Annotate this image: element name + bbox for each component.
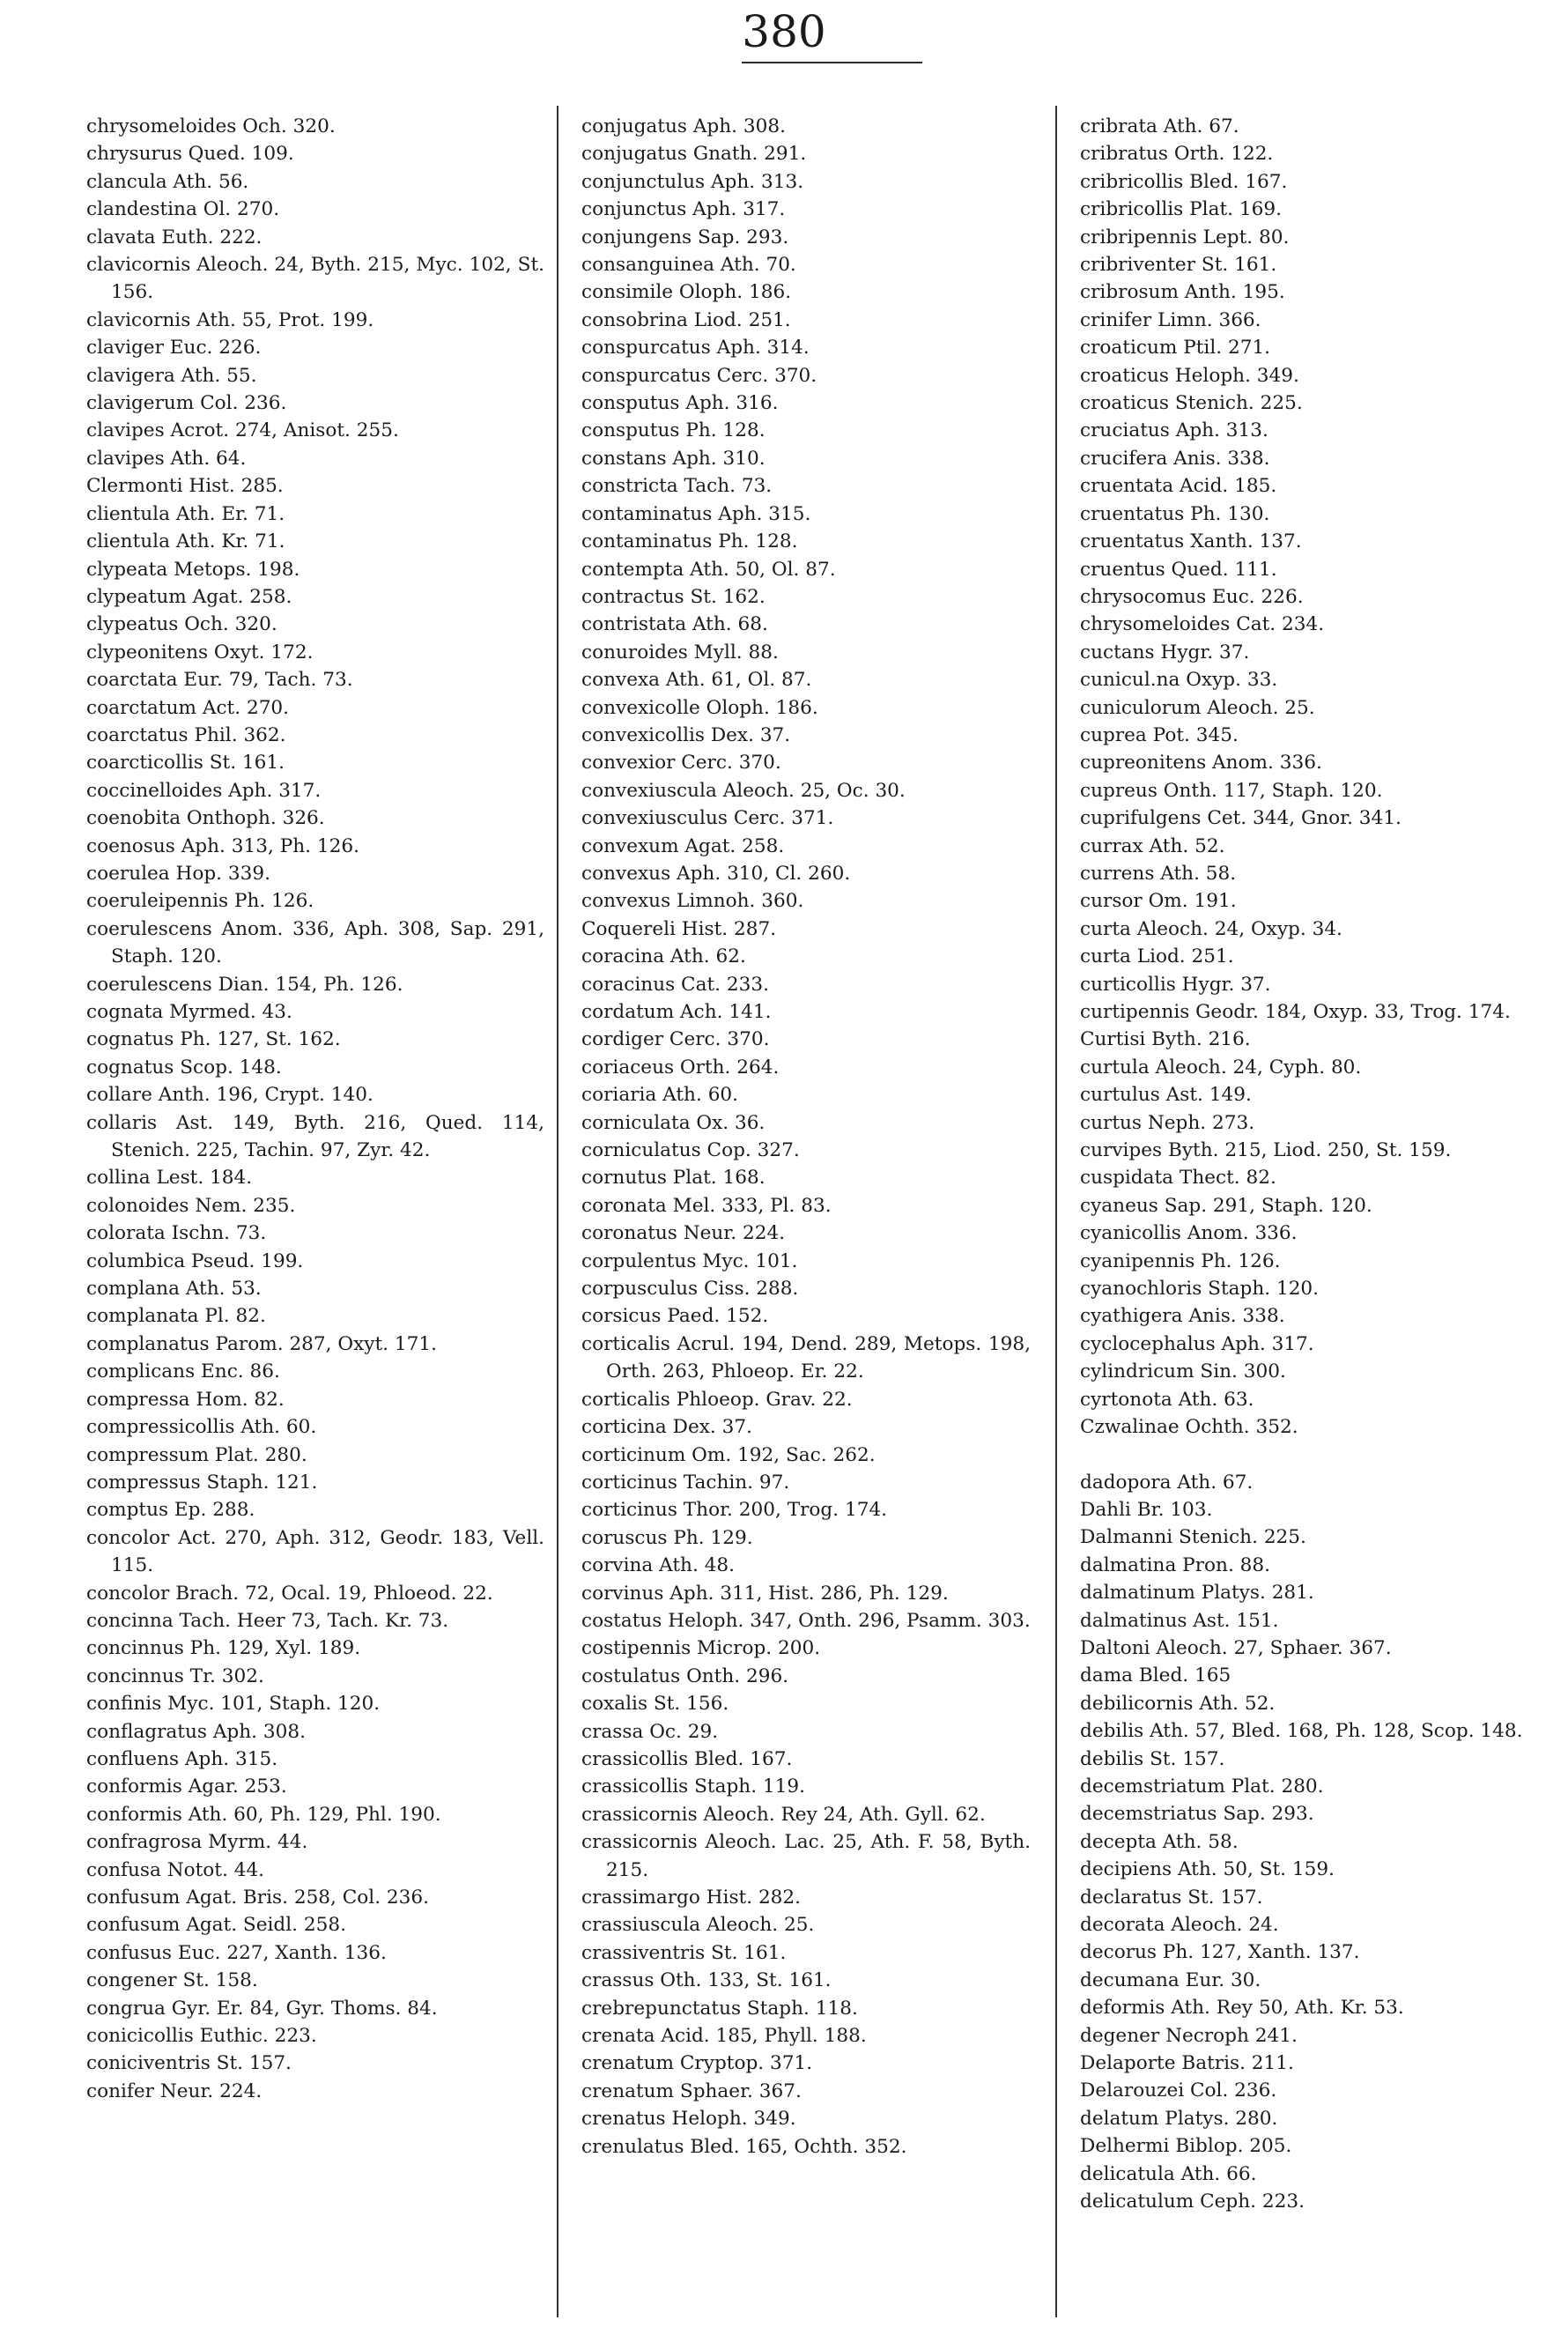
index-entry: compressa Hom. 82.	[86, 1388, 285, 1411]
index-entry: crassicollis Staph. 119.	[581, 1775, 806, 1798]
header-rule	[742, 62, 922, 63]
index-entry: contractus St. 162.	[581, 585, 766, 608]
index-entry: crebrepunctatus Staph. 118.	[581, 1997, 858, 2020]
index-entry: decemstriatus Sap. 293.	[1080, 1803, 1314, 1826]
index-entry: confusum Agat. Bris. 258, Col. 236.	[86, 1887, 430, 1909]
index-entry: clandestina Ol. 270.	[86, 198, 280, 221]
index-entry: coronata Mel. 333, Pl. 83.	[581, 1194, 832, 1217]
index-entry: contaminatus Aph. 315.	[581, 502, 811, 525]
index-column-3	[1080, 113, 1529, 2215]
index-entry: croaticum Ptil. 271.	[1080, 337, 1271, 360]
index-entry: crassa Oc. 29.	[581, 1720, 719, 1743]
index-entry: cuprifulgens Cet. 344, Gnor. 341.	[1080, 807, 1402, 830]
index-entry: conjunctus Aph. 317.	[581, 198, 786, 221]
index-entry: convexicollis Dex. 37.	[581, 723, 791, 746]
index-entry: claviger Euc. 226.	[86, 337, 262, 360]
index-entry: costulatus Onth. 296.	[581, 1664, 789, 1687]
index-entry: clypeonitens Oxyt. 172.	[86, 641, 314, 663]
index-entry: columbica Pseud. 199.	[86, 1249, 304, 1272]
index-entry: decipiens Ath. 50, St. 159.	[1080, 1858, 1335, 1881]
index-entry: cunicul.na Oxyp. 33.	[1080, 669, 1278, 692]
index-entry: corvina Ath. 48.	[581, 1554, 736, 1577]
index-entry: debilicornis Ath. 52.	[1080, 1692, 1276, 1715]
index-entry: dama Bled. 165	[1080, 1664, 1231, 1687]
index-entry: curticollis Hygr. 37.	[1080, 973, 1271, 996]
index-entry: conformis Ath. 60, Ph. 129, Phl. 190.	[86, 1803, 441, 1826]
index-entry: conjungens Sap. 293.	[581, 226, 789, 248]
index-entry: croaticus Stenich. 225.	[1080, 392, 1303, 415]
index-entry: consimile Oloph. 186.	[581, 281, 792, 304]
index-entry: confluens Aph. 315.	[86, 1747, 278, 1770]
index-entry: concolor Act. 270, Aph. 312, Geodr. 183, Vell. 115.	[86, 1526, 544, 1577]
index-entry: crinifer Limn. 366.	[1080, 308, 1261, 331]
index-entry: cyrtonota Ath. 63.	[1080, 1388, 1254, 1411]
index-entry: crassicornis Aleoch. Rey 24, Ath. Gyll. 62.	[581, 1803, 986, 1826]
index-entry: clavata Euth. 222.	[86, 226, 263, 248]
index-entry: collaris Ast. 149, Byth. 216, Qued. 114, Stenich. 225, Tachin. 97, Zyr. 42.	[86, 1111, 544, 1162]
index-entry: corpulentus Myc. 101.	[581, 1249, 798, 1272]
index-entry: Delarouzei Col. 236.	[1080, 2079, 1277, 2102]
index-entry: clypeatum Agat. 258.	[86, 585, 292, 608]
index-entry: crenata Acid. 185, Phyll. 188.	[581, 2025, 867, 2048]
index-entry: constricta Tach. 73.	[581, 475, 773, 498]
index-entry: crenatus Heloph. 349.	[581, 2108, 796, 2131]
index-entry: congener St. 158.	[86, 1969, 258, 1992]
index-entry: concinna Tach. Heer 73, Tach. Kr. 73.	[86, 1609, 449, 1632]
index-entry: conformis Agar. 253.	[86, 1775, 287, 1798]
index-entry: curtula Aleoch. 24, Cyph. 80.	[1080, 1056, 1362, 1079]
index-entry: decepta Ath. 58.	[1080, 1830, 1239, 1853]
index-entry: delatum Platys. 280.	[1080, 2107, 1278, 2130]
index-entry: coracina Ath. 62.	[581, 945, 746, 968]
index-entry: coarcticollis St. 161.	[86, 752, 285, 775]
index-entry: corticinus Tachin. 97.	[581, 1471, 790, 1494]
index-entry: coarctatus Phil. 362.	[86, 723, 286, 746]
index-entry: coarctata Eur. 79, Tach. 73.	[86, 669, 353, 692]
index-entry: convexicolle Oloph. 186.	[581, 696, 818, 719]
index-entry: cyanicollis Anom. 336.	[1080, 1222, 1298, 1245]
index-entry: cuspidata Thect. 82.	[1080, 1167, 1276, 1190]
index-entry: coeruleipennis Ph. 126.	[86, 890, 314, 913]
index-entry: chrysocomus Euc. 226.	[1080, 585, 1304, 608]
index-entry: convexa Ath. 61, Ol. 87.	[581, 669, 812, 692]
index-entry: coniciventris St. 157.	[86, 2052, 292, 2075]
index-entry: Curtisi Byth. 216.	[1080, 1028, 1251, 1051]
index-entry: delicatulum Ceph. 223.	[1080, 2191, 1305, 2213]
index-entry: corticinus Thor. 200, Trog. 174.	[581, 1499, 888, 1522]
index-entry: cyclocephalus Aph. 317.	[1080, 1332, 1314, 1355]
index-entry: cognatus Ph. 127, St. 162.	[86, 1028, 341, 1051]
index-entry: cribrata Ath. 67.	[1080, 115, 1239, 137]
index-entry: coxalis St. 156.	[581, 1693, 729, 1716]
index-entry: cordatum Ach. 141.	[581, 1001, 772, 1023]
index-entry: conspurcatus Cerc. 370.	[581, 364, 817, 387]
index-entry: contempta Ath. 50, Ol. 87.	[581, 558, 836, 581]
index-entry: cribripennis Lept. 80.	[1080, 226, 1290, 248]
index-entry: colorata Ischn. 73.	[86, 1222, 267, 1245]
index-entry: dalmatinus Ast. 151.	[1080, 1609, 1279, 1632]
index-entry: consputus Ph. 128.	[581, 419, 766, 442]
index-entry: clavigera Ath. 55.	[86, 364, 257, 387]
index-entry: clavipes Acrot. 274, Anisot. 255.	[86, 419, 399, 442]
index-entry: costatus Heloph. 347, Onth. 296, Psamm. 303.	[581, 1609, 1031, 1632]
index-entry: cornutus Plat. 168.	[581, 1167, 766, 1190]
index-entry: coriaceus Orth. 264.	[581, 1056, 780, 1079]
index-entry: dadopora Ath. 67.	[1080, 1471, 1254, 1494]
index-entry: convexiusculus Cerc. 371.	[581, 807, 834, 830]
index-entry: coracinus Cat. 233.	[581, 973, 769, 996]
index-entry: cordiger Cerc. 370.	[581, 1028, 770, 1051]
index-entry: clavigerum Col. 236.	[86, 392, 287, 415]
index-entry: crassimargo Hist. 282.	[581, 1887, 802, 1909]
index-entry: deformis Ath. Rey 50, Ath. Kr. 53.	[1080, 1997, 1404, 2020]
index-entry: currens Ath. 58.	[1080, 862, 1237, 885]
index-entry: convexior Cerc. 370.	[581, 752, 781, 775]
index-entry: conjugatus Aph. 308.	[581, 115, 786, 137]
index-entry: crassiuscula Aleoch. 25.	[581, 1914, 815, 1937]
index-entry: compressum Plat. 280.	[86, 1443, 307, 1466]
index-entry: clientula Ath. Er. 71.	[86, 502, 285, 525]
index-entry: Coquereli Hist. 287.	[581, 917, 777, 940]
index-entry: clavicornis Ath. 55, Prot. 199.	[86, 308, 374, 331]
index-entry: curtus Neph. 273.	[1080, 1111, 1255, 1134]
index-entry: compressus Staph. 121.	[86, 1471, 318, 1494]
index-entry: cylindricum Sin. 300.	[1080, 1360, 1286, 1383]
index-entry: crenatum Cryptop. 371.	[581, 2052, 813, 2075]
index-entry: coriaria Ath. 60.	[581, 1084, 739, 1107]
index-entry: chrysomeloides Cat. 234.	[1080, 613, 1325, 636]
index-entry: Czwalinae Ochth. 352.	[1080, 1416, 1298, 1439]
index-entry: chrysomeloides Och. 320.	[86, 115, 336, 137]
index-entry: confusus Euc. 227, Xanth. 136.	[86, 1941, 387, 1964]
index-entry: cruentatus Ph. 130.	[1080, 502, 1270, 525]
index-entry: complanata Pl. 82.	[86, 1305, 266, 1328]
index-entry: corticalis Acrul. 194, Dend. 289, Metops. 198, Orth. 263, Phloeop. Er. 22.	[581, 1332, 1031, 1383]
index-entry: delicatula Ath. 66.	[1080, 2162, 1257, 2185]
index-entry: consputus Aph. 316.	[581, 392, 779, 415]
index-entry: coruscus Ph. 129.	[581, 1526, 753, 1549]
index-entry: confusum Agat. Seidl. 258.	[86, 1914, 346, 1937]
index-entry: conjugatus Gnath. 291.	[581, 143, 807, 166]
index-entry: croaticus Heloph. 349.	[1080, 364, 1299, 387]
index-entry: curtipennis Geodr. 184, Oxyp. 33, Trog. 174.	[1080, 1001, 1511, 1023]
index-entry: corticinum Om. 192, Sac. 262.	[581, 1443, 876, 1466]
index-entry: Delaporte Batris. 211.	[1080, 2052, 1294, 2075]
index-entry: debilis St. 157.	[1080, 1747, 1225, 1770]
index-entry: collina Lest. 184.	[86, 1167, 253, 1190]
index-entry: concolor Brach. 72, Ocal. 19, Phloeod. 22.	[86, 1582, 493, 1605]
index-entry: dalmatina Pron. 88.	[1080, 1553, 1271, 1576]
index-entry: conicicollis Euthic. 223.	[86, 2025, 317, 2048]
index-entry: curta Liod. 251.	[1080, 945, 1234, 968]
index-entry: corniculatus Cop. 327.	[581, 1139, 800, 1162]
column-divider	[1055, 106, 1057, 2317]
index-entry: convexus Limnoh. 360.	[581, 890, 804, 913]
index-entry: costipennis Microp. 200.	[581, 1637, 821, 1660]
index-entry: corniculata Ox. 36.	[581, 1111, 766, 1134]
index-entry: concinnus Tr. 302.	[86, 1664, 264, 1687]
index-entry: coerulescens Dian. 154, Ph. 126.	[86, 973, 403, 996]
index-entry: clancula Ath. 56.	[86, 170, 249, 193]
index-entry: coerulescens Anom. 336, Aph. 308, Sap. 291, Staph. 120.	[86, 917, 544, 968]
index-entry: crenatum Sphaer. 367.	[581, 2079, 802, 2102]
index-entry: corticina Dex. 37.	[581, 1416, 752, 1439]
index-entry: crassicornis Aleoch. Lac. 25, Ath. F. 58, Byth. 215.	[581, 1831, 1031, 1881]
index-entry: curtulus Ast. 149.	[1080, 1084, 1252, 1107]
index-entry: coccinelloides Aph. 317.	[86, 779, 322, 802]
index-entry: clypeatus Och. 320.	[86, 613, 277, 636]
index-entry: conflagratus Aph. 308.	[86, 1720, 306, 1743]
index-entry: consobrina Liod. 251.	[581, 308, 791, 331]
index-entry: cribratus Orth. 122.	[1080, 143, 1274, 166]
index-entry: cyanipennis Ph. 126.	[1080, 1249, 1281, 1272]
index-entry: cuniculorum Aleoch. 25.	[1080, 696, 1315, 719]
index-entry: contristata Ath. 68.	[581, 613, 768, 636]
index-entry: clypeata Metops. 198.	[86, 558, 300, 581]
index-column-2	[581, 113, 1031, 2161]
index-entry: cruentata Acid. 185.	[1080, 475, 1277, 498]
index-entry: cyaneus Sap. 291, Staph. 120.	[1080, 1194, 1372, 1217]
index-entry: crenulatus Bled. 165, Ochth. 352.	[581, 2135, 907, 2158]
index-entry: collare Anth. 196, Crypt. 140.	[86, 1084, 374, 1107]
index-entry: complanatus Parom. 287, Oxyt. 171.	[86, 1332, 437, 1355]
index-entry: currax Ath. 52.	[1080, 834, 1225, 857]
index-entry: corsicus Paed. 152.	[581, 1305, 769, 1328]
index-entry: curta Aleoch. 24, Oxyp. 34.	[1080, 917, 1342, 940]
index-entry: decorata Aleoch. 24.	[1080, 1914, 1279, 1936]
index-entry: congrua Gyr. Er. 84, Gyr. Thoms. 84.	[86, 1997, 438, 2020]
index-entry: curvipes Byth. 215, Liod. 250, St. 159.	[1080, 1139, 1452, 1162]
index-entry: cruentus Qued. 111.	[1080, 558, 1277, 581]
index-entry: colonoides Nem. 235.	[86, 1194, 296, 1217]
index-entry: coerulea Hop. 339.	[86, 862, 270, 885]
index-entry: cognatus Scop. 148.	[86, 1056, 282, 1079]
index-entry: chrysurus Qued. 109.	[86, 143, 294, 166]
index-entry: confinis Myc. 101, Staph. 120.	[86, 1693, 381, 1716]
index-entry: clientula Ath. Kr. 71.	[86, 530, 285, 553]
section-gap	[1080, 1442, 1529, 1469]
index-entry: Dalmanni Stenich. 225.	[1080, 1526, 1306, 1549]
index-entry: Clermonti Hist. 285.	[86, 475, 284, 498]
index-entry: conjunctulus Aph. 313.	[581, 170, 804, 193]
page-number: 380	[742, 6, 826, 57]
index-entry: comptus Ep. 288.	[86, 1499, 255, 1522]
index-entry: convexus Aph. 310, Cl. 260.	[581, 862, 851, 885]
index-entry: complana Ath. 53.	[86, 1278, 262, 1301]
index-entry: confusa Notot. 44.	[86, 1858, 265, 1881]
index-entry: coenosus Aph. 313, Ph. 126.	[86, 834, 359, 857]
index-entry: compressicollis Ath. 60.	[86, 1416, 317, 1439]
index-entry: concinnus Ph. 129, Xyl. 189.	[86, 1637, 361, 1660]
index-entry: corvinus Aph. 311, Hist. 286, Ph. 129.	[581, 1582, 949, 1605]
index-entry: coenobita Onthoph. 326.	[86, 807, 325, 830]
index-entry: cribriventer St. 161.	[1080, 254, 1277, 277]
index-entry: cursor Om. 191.	[1080, 890, 1237, 913]
index-entry: Delhermi Biblop. 205.	[1080, 2135, 1292, 2158]
index-entry: cribrosum Anth. 195.	[1080, 281, 1285, 304]
index-entry: convexiuscula Aleoch. 25, Oc. 30.	[581, 779, 906, 802]
index-entry: conifer Neur. 224.	[86, 2079, 263, 2102]
index-entry: degener Necroph 241.	[1080, 2024, 1298, 2047]
index-entry: cupreonitens Anom. 336.	[1080, 752, 1322, 775]
index-entry: cribricollis Plat. 169.	[1080, 198, 1282, 221]
index-entry: cuprea Pot. 345.	[1080, 723, 1239, 746]
index-entry: Dahli Br. 103.	[1080, 1498, 1213, 1521]
index-entry: conuroides Myll. 88.	[581, 641, 779, 663]
index-entry: consanguinea Ath. 70.	[581, 254, 796, 277]
column-divider	[557, 106, 558, 2317]
index-entry: coronatus Neur. 224.	[581, 1222, 786, 1245]
index-entry: complicans Enc. 86.	[86, 1360, 280, 1383]
index-entry: clavicornis Aleoch. 24, Byth. 215, Myc. 102, St. 156.	[86, 254, 544, 304]
index-entry: cribricollis Bled. 167.	[1080, 170, 1288, 193]
index-entry: contaminatus Ph. 128.	[581, 530, 798, 553]
index-entry: decemstriatum Plat. 280.	[1080, 1775, 1324, 1798]
index-entry: cupreus Onth. 117, Staph. 120.	[1080, 779, 1383, 802]
index-entry: crassicollis Bled. 167.	[581, 1747, 793, 1770]
index-entry: Daltoni Aleoch. 27, Sphaer. 367.	[1080, 1636, 1392, 1659]
index-entry: cuctans Hygr. 37.	[1080, 641, 1250, 663]
index-entry: cruentatus Xanth. 137.	[1080, 530, 1302, 553]
index-entry: cognata Myrmed. 43.	[86, 1001, 292, 1023]
index-entry: cyanochloris Staph. 120.	[1080, 1278, 1320, 1301]
index-entry: conspurcatus Aph. 314.	[581, 337, 810, 360]
index-entry: declaratus St. 157.	[1080, 1886, 1263, 1909]
index-entry: cruciatus Aph. 313.	[1080, 419, 1268, 442]
index-entry: debilis Ath. 57, Bled. 168, Ph. 128, Scop. 148.	[1080, 1720, 1523, 1743]
index-entry: convexum Agat. 258.	[581, 834, 785, 857]
index-column-1	[86, 113, 544, 2105]
index-entry: crucifera Anis. 338.	[1080, 447, 1270, 470]
index-entry: crassiventris St. 161.	[581, 1941, 787, 1964]
index-entry: decumana Eur. 30.	[1080, 1968, 1261, 1991]
index-entry: clavipes Ath. 64.	[86, 447, 247, 470]
index-entry: dalmatinum Platys. 281.	[1080, 1582, 1314, 1605]
index-entry: corpusculus Ciss. 288.	[581, 1278, 799, 1301]
index-entry: confragrosa Myrm. 44.	[86, 1831, 308, 1854]
index-entry: cyathigera Anis. 338.	[1080, 1305, 1285, 1328]
index-entry: constans Aph. 310.	[581, 447, 766, 470]
index-entry: decorus Ph. 127, Xanth. 137.	[1080, 1941, 1360, 1964]
index-entry: crassus Oth. 133, St. 161.	[581, 1969, 832, 1992]
index-entry: coarctatum Act. 270.	[86, 696, 290, 719]
index-entry: corticalis Phloeop. Grav. 22.	[581, 1388, 853, 1411]
